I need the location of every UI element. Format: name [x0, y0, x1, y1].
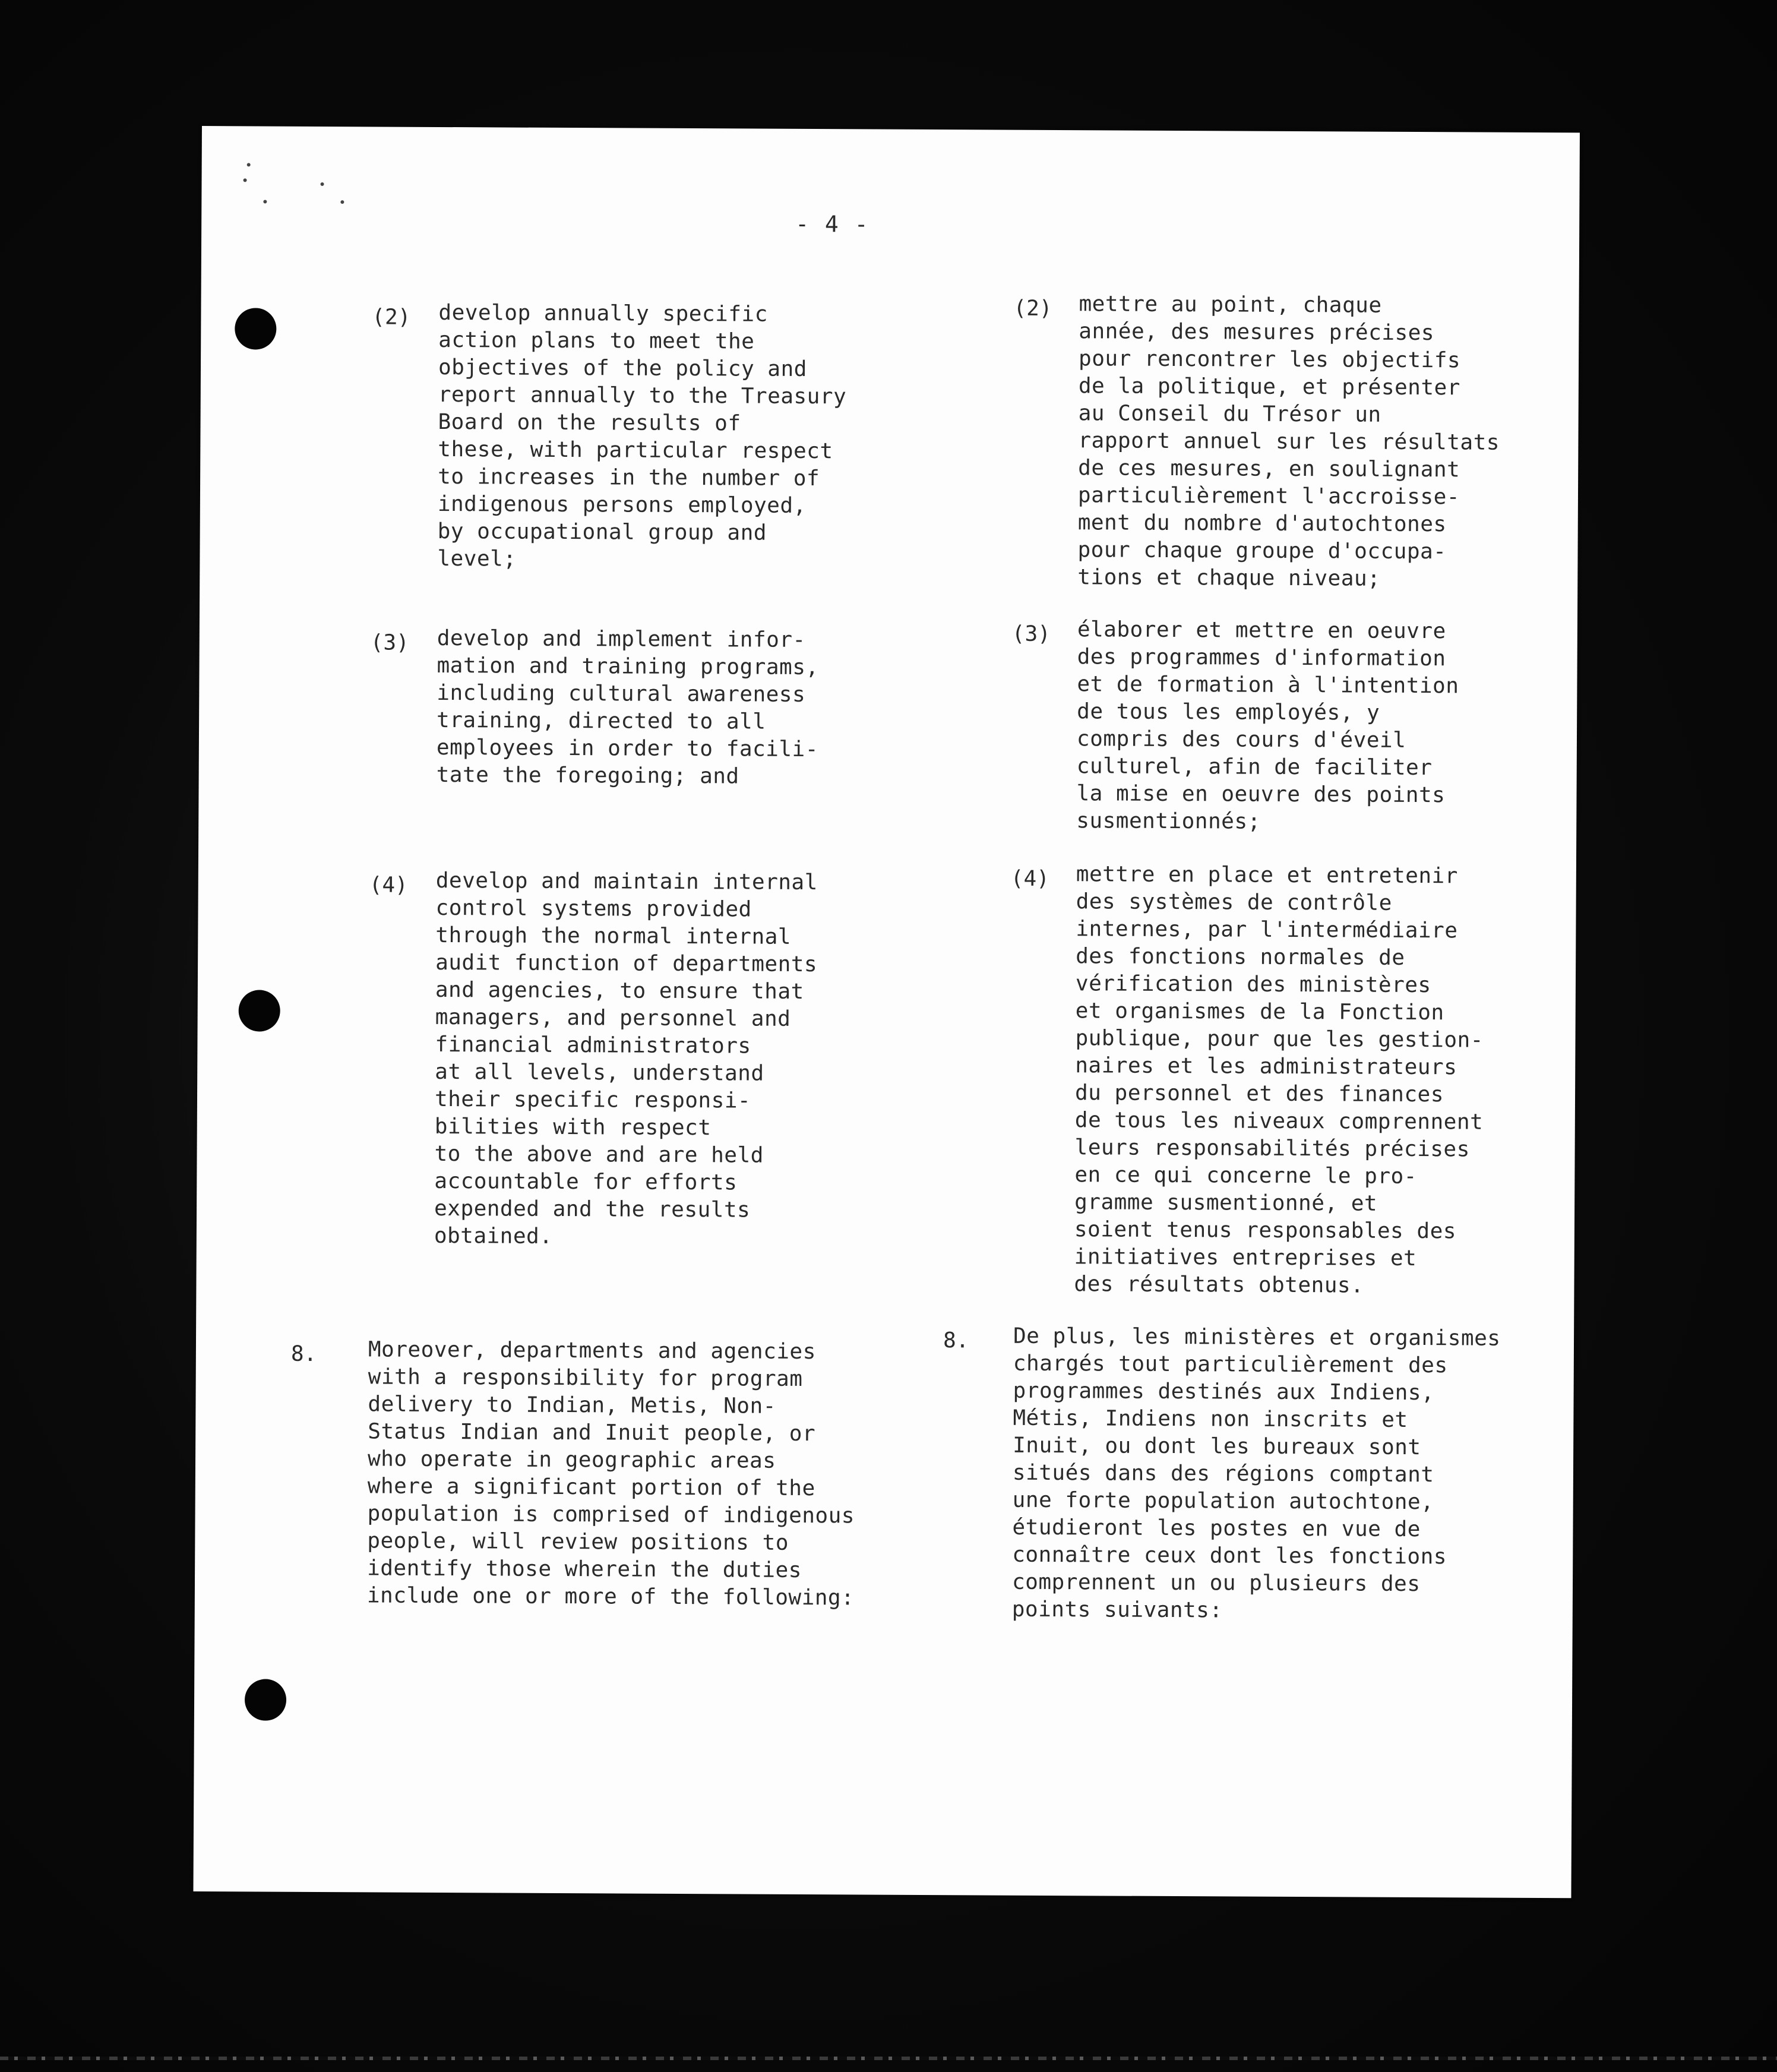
punch-hole [239, 990, 280, 1031]
document-page [193, 126, 1579, 1898]
punch-hole [235, 308, 276, 349]
en-item-3-number: (3) [370, 630, 409, 655]
en-item-4-text: develop and maintain internal control systems provided through the normal internal audit function of departments and agencies, to ensure that managers, and personnel and financial administrators at all levels, understand their specific responsi- bilities with respect to the above and are held accountable for efforts expended and the results obtained. [434, 868, 818, 1249]
film-edge [0, 2057, 1777, 2060]
speck-mark [247, 163, 251, 166]
speck-mark [340, 200, 344, 204]
en-item-2-number: (2) [372, 305, 411, 330]
en-item-3-text: develop and implement infor- mation and training programs, including cultural awareness training, directed to all employees in order to facili- tate the foregoing; and [436, 626, 819, 789]
punch-hole [245, 1679, 286, 1720]
fr-item-3-number: (3) [1011, 621, 1051, 646]
en-section-8-number: 8. [290, 1341, 317, 1366]
fr-item-4-number: (4) [1010, 866, 1049, 891]
fr-item-2-number: (2) [1013, 296, 1052, 321]
page-number: - 4 - [795, 210, 869, 238]
fr-item-4-text: mettre en place et entretenir des systèmes de contrôle internes, par l'intermédiaire des fonctions normales de vérification des ministères et organismes de la Fonction publique, pour que les gestion- naires et les administrateurs du personnel et des finances de tous les niveaux comprennent leurs responsabilités précises en ce qui concerne le pro- gramme susmentionné, et soient tenus responsables des initiatives entreprises et des résultats obtenus. [1074, 862, 1484, 1298]
speck-mark [321, 182, 324, 186]
fr-item-2-text: mettre au point, chaque année, des mesures précises pour rencontrer les objectifs de la politique, et présenter au Conseil du Trésor un rapport annuel sur les résultats de ces mesures, en soulignant particulièrement l'accroisse- ment du nombre d'autochtones pour chaque groupe d'occupa- tions et chaque niveau; [1077, 292, 1500, 591]
speck-mark [263, 200, 267, 204]
en-item-4-number: (4) [369, 873, 408, 898]
speck-mark [244, 178, 247, 182]
fr-section-8-number: 8. [943, 1328, 969, 1353]
en-section-8-text: Moreover, departments and agencies with a responsibility for program delivery to Indian, Metis, Non- Status Indian and Inuit people, or who operate in geographic areas where a significant portion of the population is comprised of indigenous people, will review positions to identify those wherein the duties include one or more of the following: [366, 1337, 855, 1610]
fr-item-3-text: élaborer et mettre en oeuvre des programmes d'information et de formation à l'intention de tous les employés, y compris des cours d'éveil culturel, afin de faciliter la mise en oeuvre des points susmentionnés; [1076, 617, 1459, 834]
en-item-2-text: develop annually specific action plans to meet the objectives of the policy and report annually to the Treasury Board on the results of these, with particular respect to increases in the number of indigenous persons employed, by occupational group and level; [437, 300, 847, 571]
fr-section-8-text: De plus, les ministères et organismes chargés tout particulièrement des programmes destinés aux Indiens, Métis, Indiens non inscrits et Inuit, ou dont les bureaux sont situés dans des régions comptant une forte population autochtone, étudieront les postes en vue de connaître ceux dont les fonctions comprennent un ou plusieurs des points suivants: [1011, 1324, 1501, 1623]
